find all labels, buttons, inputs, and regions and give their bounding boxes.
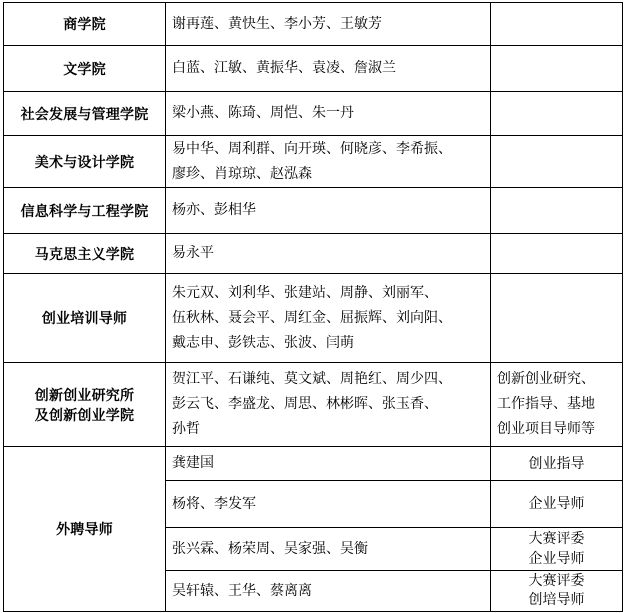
names-line: 易中华、周利群、向开瑛、何晓彦、李希振、 [172, 140, 452, 157]
dept-line: 及创新创业学院 [34, 407, 135, 424]
dept-cell: 商学院 [4, 3, 166, 46]
dept-cell: 文学院 [4, 46, 166, 92]
note-cell [491, 363, 623, 447]
dept-cell: 美术与设计学院 [4, 136, 166, 188]
mentor-table-body [4, 3, 623, 612]
dept-cell [4, 363, 166, 447]
names-cell [166, 274, 491, 363]
note-cell [491, 3, 623, 46]
names-line: 朱元双、刘利华、张建站、周静、刘丽军、 [172, 284, 438, 301]
note-line: 大赛评委 [528, 573, 585, 589]
note-line: 工作指导、基地 [497, 396, 595, 412]
names-line: 孙哲 [172, 421, 200, 437]
note-cell [491, 274, 623, 363]
table-row [4, 234, 623, 274]
dept-cell: 外聘导师 [4, 447, 166, 612]
names-line: 龚建国 [172, 455, 214, 471]
names-cell [166, 447, 491, 481]
note-cell [491, 447, 623, 481]
names-line: 贺江平、石谦纯、莫文斌、周艳红、周少四、 [172, 371, 452, 387]
dept-cell: 社会发展与管理学院 [4, 92, 166, 136]
table-row [4, 188, 623, 234]
names-cell [166, 481, 491, 528]
names-line: 彭云飞、李盛龙、周思、林彬晖、张玉香、 [172, 396, 438, 412]
names-cell [166, 528, 491, 571]
dept-cell: 马克思主义学院 [4, 234, 166, 274]
mentor-table [3, 2, 623, 612]
table-row [4, 363, 623, 447]
names-line: 戴志申、彭铁志、张波、闫萌 [172, 334, 354, 351]
names-line: 吴轩辕、王华、蔡离离 [172, 582, 312, 599]
names-cell [166, 136, 491, 188]
names-cell [166, 188, 491, 234]
names-line: 谢再莲、黄快生、李小芳、王敏芳 [172, 15, 382, 32]
note-line: 创业指导 [528, 455, 585, 472]
note-cell [491, 136, 623, 188]
names-cell [166, 92, 491, 136]
note-cell [491, 46, 623, 92]
note-line: 创培导师 [528, 592, 585, 608]
note-line: 创新创业研究、 [497, 371, 595, 387]
note-line: 企业导师 [528, 496, 585, 512]
note-line: 创业项目导师等 [497, 421, 595, 437]
names-line: 梁小燕、陈琦、周恺、朱一丹 [172, 105, 354, 121]
table-row [4, 136, 623, 188]
table-row [4, 92, 623, 136]
names-line: 张兴霖、杨荣周、吴家强、吴衡 [172, 540, 368, 557]
note-cell [491, 481, 623, 528]
table-row [4, 274, 623, 363]
table-row [4, 447, 623, 481]
note-cell [491, 92, 623, 136]
names-line: 廖珍、肖琼琼、赵泓森 [172, 165, 312, 182]
note-cell [491, 571, 623, 612]
names-line: 伍秋林、聂会平、周红金、屈振辉、刘向阳、 [172, 309, 452, 326]
note-cell [491, 188, 623, 234]
note-cell [491, 528, 623, 571]
names-line: 杨将、李发军 [172, 495, 256, 512]
dept-cell: 信息科学与工程学院 [4, 188, 166, 234]
note-line: 企业导师 [528, 551, 585, 567]
table-row [4, 46, 623, 92]
names-cell [166, 3, 491, 46]
note-cell [491, 234, 623, 274]
names-cell [166, 234, 491, 274]
names-cell [166, 571, 491, 612]
table-row [4, 3, 623, 46]
dept-cell: 创业培训导师 [4, 274, 166, 363]
names-cell [166, 363, 491, 447]
names-line: 白蓝、江敏、黄振华、袁凌、詹淑兰 [172, 60, 396, 76]
dept-line: 创新创业研究所 [34, 387, 135, 404]
note-line: 大赛评委 [528, 531, 585, 547]
names-cell [166, 46, 491, 92]
names-line: 杨亦、彭相华 [172, 202, 256, 218]
names-line: 易永平 [172, 245, 214, 261]
